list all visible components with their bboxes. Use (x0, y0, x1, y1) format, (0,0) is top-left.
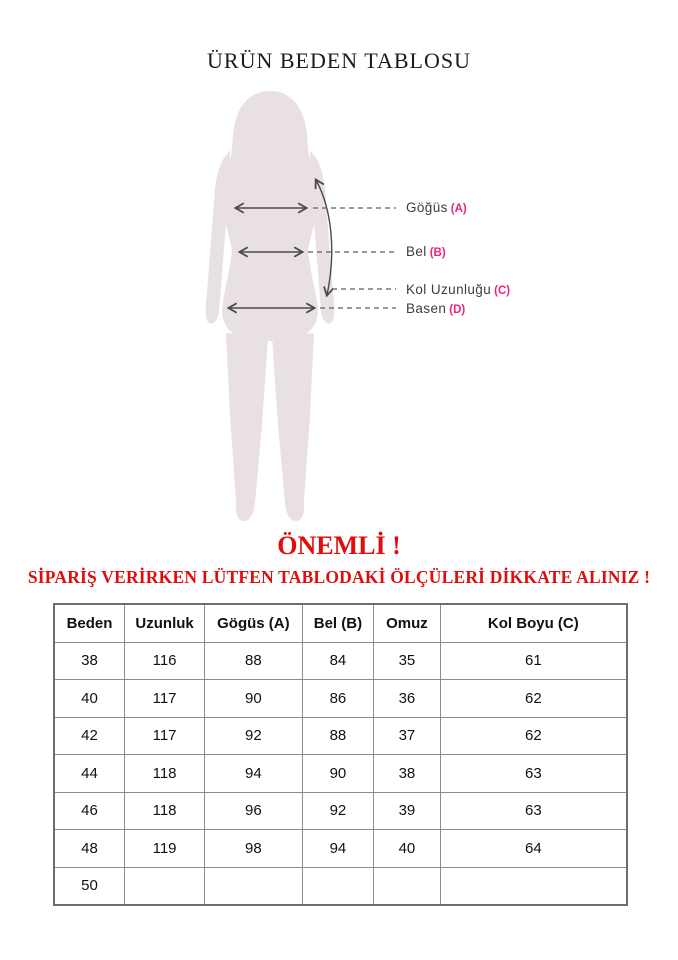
page-title: ÜRÜN BEDEN TABLOSU (207, 48, 471, 73)
cell-omuz: 35 (374, 642, 440, 680)
important-heading: ÖNEMLİ ! (277, 531, 401, 560)
cell-bel: 92 (302, 792, 374, 830)
cell-omuz: 36 (374, 680, 440, 718)
column-header-gogus: Gögüs (A) (205, 604, 302, 642)
column-header-beden: Beden (54, 604, 124, 642)
cell-gogus: 96 (205, 792, 302, 830)
cell-uzunluk: 117 (124, 717, 204, 755)
table-row (54, 792, 627, 830)
cell-gogus: 94 (205, 755, 302, 793)
cell-beden: 40 (54, 680, 124, 718)
measure-label-text: Basen (406, 301, 447, 316)
measure-label-text: Göğüs (406, 200, 448, 215)
cell-kol-boyu: 64 (440, 830, 627, 868)
cell-beden: 46 (54, 792, 124, 830)
table-row (54, 867, 627, 905)
table-row (54, 717, 627, 755)
cell-beden: 44 (54, 755, 124, 793)
measure-letter-a: (A) (450, 203, 467, 215)
cell-kol-boyu: 63 (440, 792, 627, 830)
cell-uzunluk (124, 867, 204, 905)
column-header-omuz: Omuz (374, 604, 440, 642)
size-table (53, 603, 628, 906)
cell-bel: 90 (302, 755, 374, 793)
cell-gogus: 90 (205, 680, 302, 718)
table-row (54, 642, 627, 680)
column-header-uzunluk: Uzunluk (124, 604, 204, 642)
column-header-kol-boyu: Kol Boyu (C) (440, 604, 627, 642)
measure-letter-d: (D) (449, 304, 466, 316)
table-row (54, 830, 627, 868)
cell-kol-boyu (440, 867, 627, 905)
body-silhouette-diagram (180, 85, 400, 525)
cell-bel (302, 867, 374, 905)
cell-gogus (205, 867, 302, 905)
measure-letter-b: (B) (429, 247, 446, 259)
cell-bel: 84 (302, 642, 374, 680)
cell-beden: 38 (54, 642, 124, 680)
warning-text: SİPARİŞ VERİRKEN LÜTFEN TABLODAKİ ÖLÇÜLERİ DİKKATE ALINIZ ! (27, 567, 651, 587)
cell-kol-boyu: 63 (440, 755, 627, 793)
cell-omuz: 40 (374, 830, 440, 868)
measure-letter-c: (C) (494, 285, 511, 297)
cell-uzunluk: 118 (124, 792, 204, 830)
cell-beden: 50 (54, 867, 124, 905)
cell-omuz: 37 (374, 717, 440, 755)
cell-gogus: 88 (205, 642, 302, 680)
cell-uzunluk: 118 (124, 755, 204, 793)
cell-kol-boyu: 61 (440, 642, 627, 680)
measure-label-hip (406, 301, 465, 318)
cell-omuz: 39 (374, 792, 440, 830)
measure-label-arm-length (406, 282, 510, 299)
left-leg-shape (226, 333, 268, 521)
neck-shape (261, 131, 279, 149)
female-silhouette (206, 91, 335, 521)
right-leg-shape (272, 333, 314, 521)
cell-bel: 94 (302, 830, 374, 868)
column-header-bel: Bel (B) (302, 604, 374, 642)
measure-label-text: Kol Uzunluğu (406, 282, 492, 297)
measure-label-waist (406, 244, 446, 261)
cell-gogus: 98 (205, 830, 302, 868)
table-header-row (54, 604, 627, 642)
cell-uzunluk: 116 (124, 642, 204, 680)
cell-bel: 86 (302, 680, 374, 718)
cell-kol-boyu: 62 (440, 717, 627, 755)
cell-uzunluk: 119 (124, 830, 204, 868)
measure-label-chest (406, 200, 467, 217)
cell-uzunluk: 117 (124, 680, 204, 718)
cell-kol-boyu: 62 (440, 680, 627, 718)
cell-omuz: 38 (374, 755, 440, 793)
table-row (54, 680, 627, 718)
cell-bel: 88 (302, 717, 374, 755)
cell-beden: 42 (54, 717, 124, 755)
cell-omuz (374, 867, 440, 905)
cell-beden: 48 (54, 830, 124, 868)
table-row (54, 755, 627, 793)
cell-gogus: 92 (205, 717, 302, 755)
torso-shape (222, 147, 318, 341)
measure-label-text: Bel (406, 244, 427, 259)
